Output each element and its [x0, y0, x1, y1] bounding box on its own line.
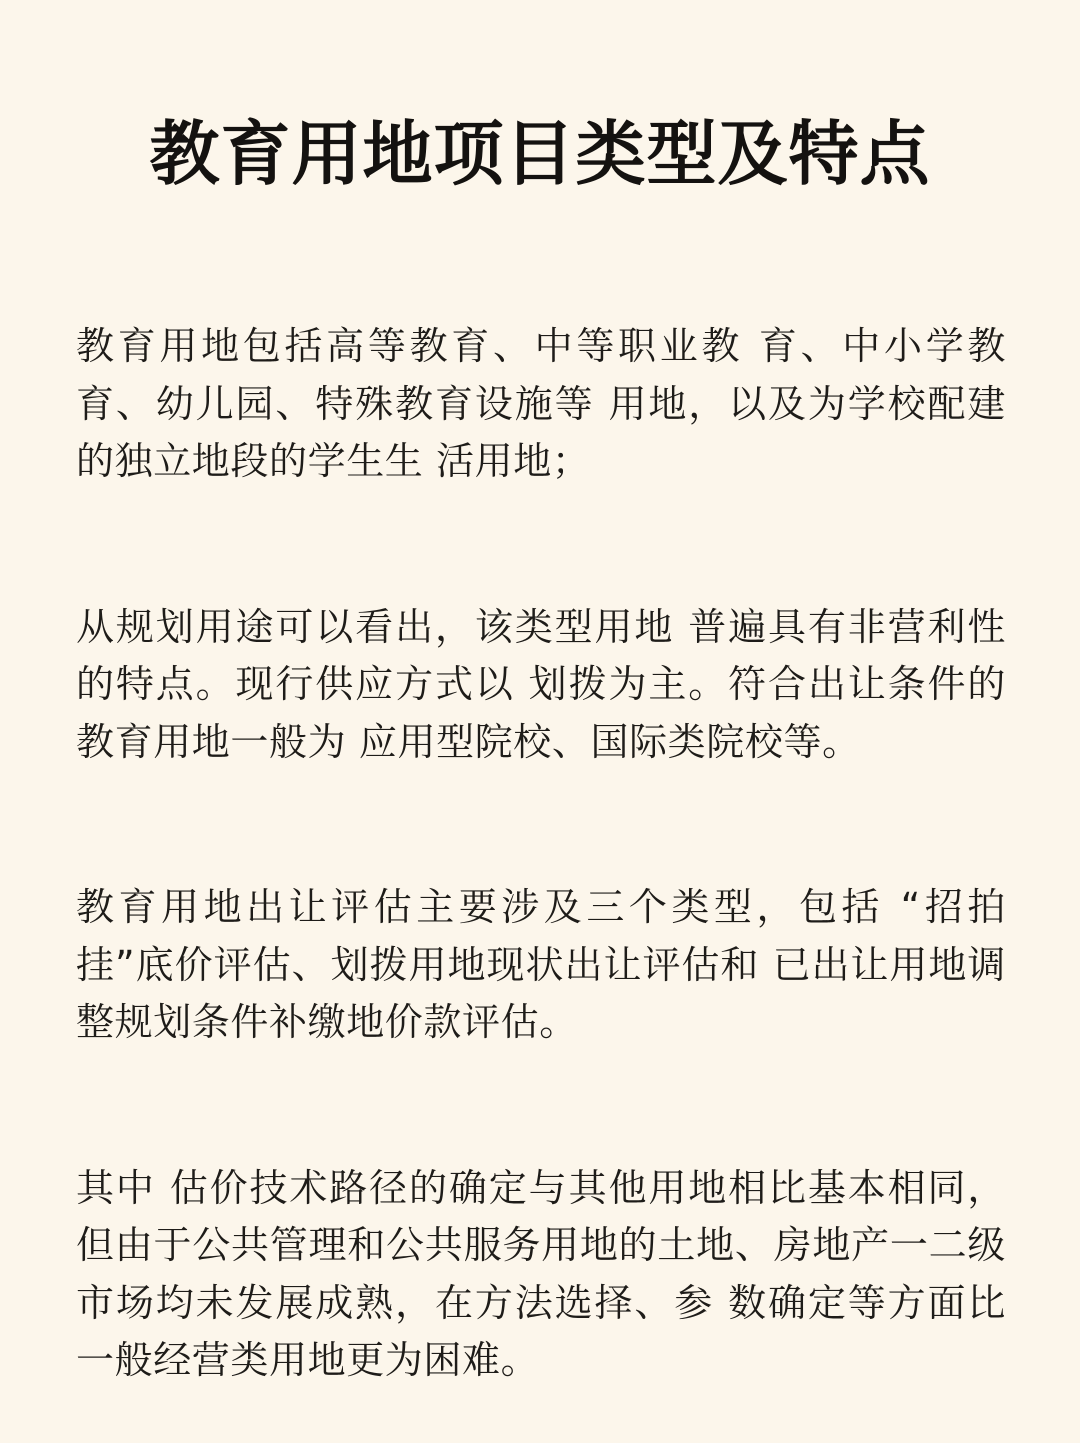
paragraph-education-land-scope: 教育用地包括高等教育、中等职业教 育、中小学教育、幼儿园、特殊教育设施等 用地，以及为学校配建的独立地段的学生生 活用地； — [76, 324, 1006, 483]
paragraph-valuation-difficulty: 其中 估价技术路径的确定与其他用地相比基本相同， 但由于公共管理和公共服务用地的土地、房地产一二级市场均未发展成熟，在方法选择、参 数确定等方面比一般经营类用地更为困难。 — [76, 1165, 1006, 1382]
article-body — [76, 318, 1006, 1390]
paragraph-valuation-types: 教育用地出让评估主要涉及三个类型，包括 “招拍挂”底价评估、划拨用地现状出让评估和 已出让用地调整规划条件补缴地价款评估。 — [76, 885, 1006, 1044]
paragraph-non-profit-features: 从规划用途可以看出，该类型用地 普遍具有非营利性的特点。现行供应方式以 划拨为主。符合出让条件的教育用地一般为 应用型院校、国际类院校等。 — [76, 604, 1006, 764]
page-title: 教育用地项目类型及特点 — [149, 113, 931, 195]
